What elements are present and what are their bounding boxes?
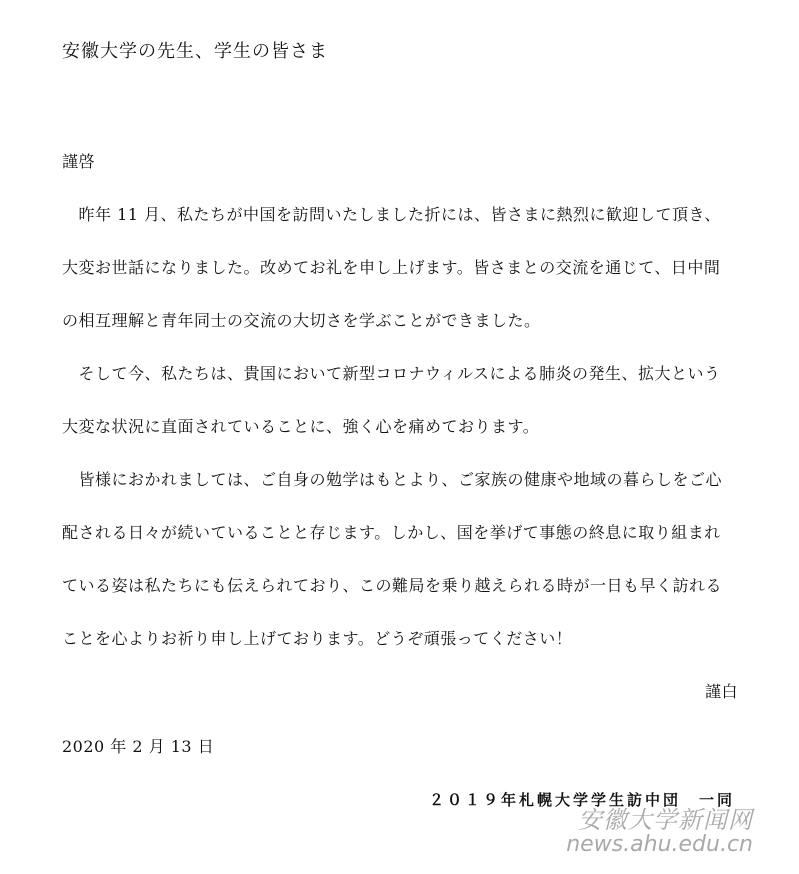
letter-body-line: 大変お世話になりました。改めてお礼を申し上げます。皆さまとの交流を通じて、日中間 — [62, 258, 721, 277]
letter-body-line: 昨年 11 月、私たちが中国を訪問いたしました折には、皆さまに熱烈に歓迎して頂き、 — [62, 205, 721, 224]
letter-body-line: 配される日々が続いていることと存じます。しかし、国を挙げて事態の終息に取り組まれ — [62, 523, 721, 542]
letter-opening: 謹啓 — [62, 152, 96, 171]
letter-body-line: そして今、私たちは、貴国において新型コロナウィルスによる肺炎の発生、拡大という — [62, 364, 721, 383]
letter-body-line: 大変な状況に直面されていることに、強く心を痛めております。 — [62, 417, 540, 436]
letter-body-line: の相互理解と青年同士の交流の大切さを学ぶことができました。 — [62, 311, 541, 330]
letter-body-line: ている姿は私たちにも伝えられており、この難局を乗り越えられる時が一日も早く訪れる — [62, 576, 723, 595]
letter-closing: 謹白 — [704, 682, 738, 701]
letter-salutation: 安徽大学の先生、学生の皆さま — [62, 41, 328, 62]
watermark-url: news.ahu.edu.cn — [566, 832, 753, 857]
watermark-site-name: 安徽大学新闻网 — [578, 806, 753, 834]
letter-signature: ２０１９年札幌大学学生訪中団 一同 — [428, 791, 735, 809]
letter-body-line: 皆様におかれましては、ご自身の勉学はもとより、ご家族の健康や地域の暮らしをご心 — [62, 470, 723, 489]
letter-date: 2020 年 2 月 13 日 — [62, 737, 215, 756]
letter-body-line: ことを心よりお祈り申し上げております。どうぞ頑張ってください！ — [62, 629, 573, 648]
